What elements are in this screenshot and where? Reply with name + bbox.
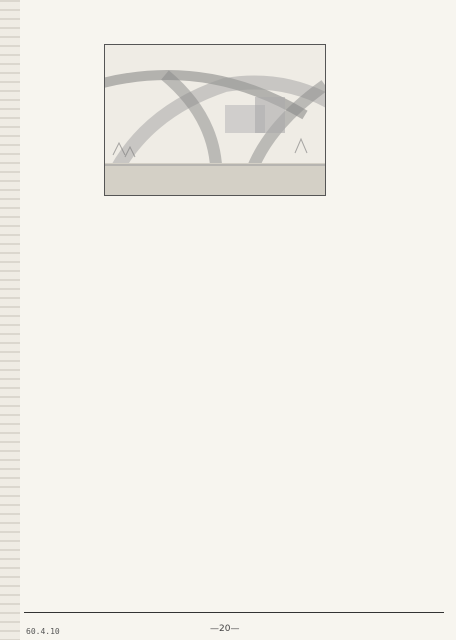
page-number: —20— — [210, 624, 240, 634]
text-column — [270, 390, 284, 600]
text-column — [422, 240, 436, 600]
text-column — [394, 240, 408, 600]
text-block-far-left — [24, 44, 64, 84]
text-column — [220, 200, 234, 380]
text-column — [88, 44, 102, 194]
text-column — [114, 210, 128, 600]
text-column — [364, 40, 378, 230]
text-column — [128, 210, 142, 600]
text-column — [172, 390, 186, 600]
text-column — [276, 200, 290, 380]
text-block-left — [24, 210, 156, 600]
text-column — [434, 40, 448, 230]
text-column — [142, 210, 156, 600]
date-stamp: 60.4.10 — [26, 627, 60, 636]
text-column — [436, 240, 450, 600]
text-column — [298, 390, 312, 600]
text-block-right — [340, 240, 450, 600]
text-column — [248, 200, 262, 380]
arch-illustration — [105, 45, 325, 195]
text-column — [352, 240, 366, 600]
text-column — [408, 240, 422, 600]
text-column — [366, 240, 380, 600]
text-block-mid-upper — [160, 200, 290, 380]
text-block-top-right — [352, 40, 448, 230]
text-column — [200, 390, 214, 600]
text-column — [378, 40, 392, 230]
text-column — [256, 390, 270, 600]
text-column — [214, 390, 228, 600]
binding-margin — [0, 0, 20, 640]
text-column — [50, 44, 64, 84]
text-block-photo-left — [62, 44, 102, 194]
text-column — [86, 210, 100, 600]
ruins-arch-photo — [104, 44, 326, 196]
text-column — [206, 200, 220, 380]
text-column — [420, 40, 434, 230]
text-column — [186, 390, 200, 600]
text-column — [392, 40, 406, 230]
text-column — [312, 390, 326, 600]
text-column — [74, 44, 88, 194]
text-column — [262, 200, 276, 380]
footer-rule — [24, 612, 444, 613]
text-column — [228, 390, 242, 600]
text-column — [72, 210, 86, 600]
text-column — [100, 210, 114, 600]
text-column — [326, 390, 340, 600]
text-column — [406, 40, 420, 230]
text-column — [284, 390, 298, 600]
text-column — [234, 200, 248, 380]
text-column — [44, 210, 58, 600]
text-column — [380, 240, 394, 600]
text-column — [58, 210, 72, 600]
text-column — [30, 210, 44, 600]
text-block-middle — [160, 390, 340, 600]
text-column — [242, 390, 256, 600]
